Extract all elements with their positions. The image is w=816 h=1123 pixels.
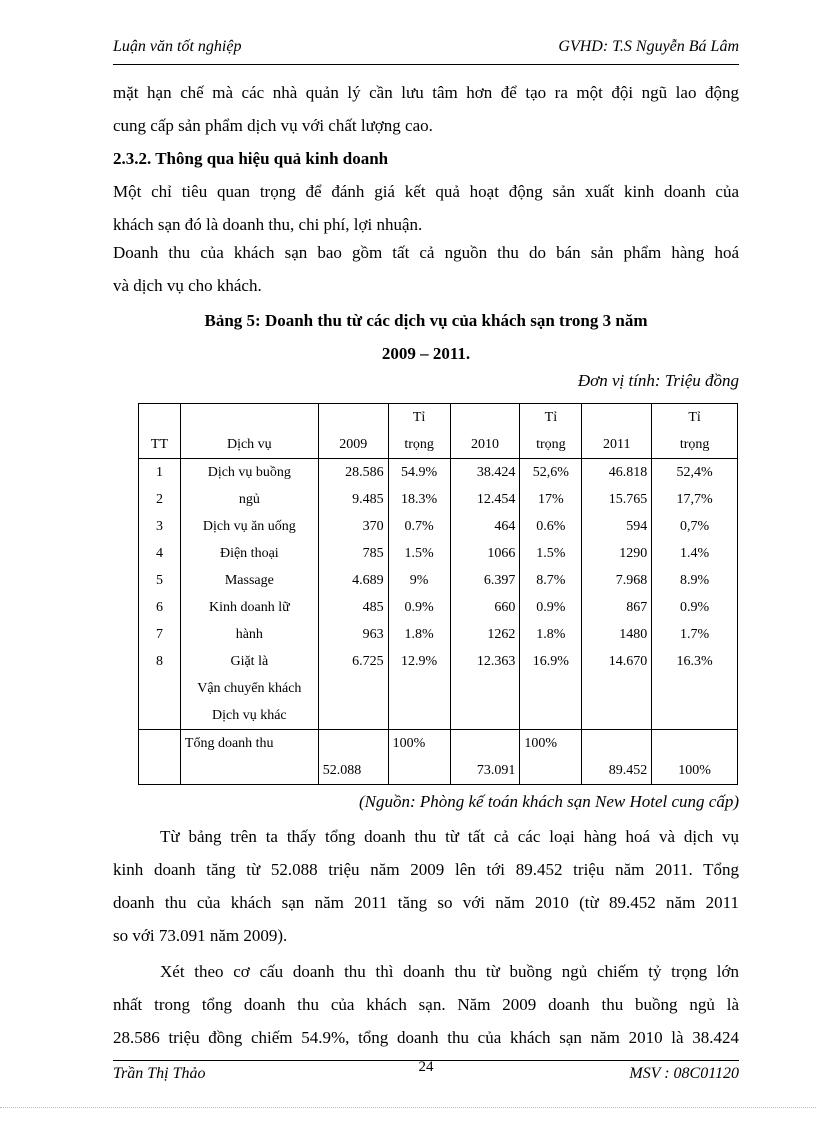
row-2009 bbox=[318, 702, 388, 730]
row-2009: 963 bbox=[318, 621, 388, 648]
row-tt: 6 bbox=[139, 594, 181, 621]
table-header-row bbox=[139, 431, 738, 459]
row-service: Dịch vụ khác bbox=[180, 702, 318, 730]
row-2010 bbox=[450, 702, 520, 730]
row-share-2009: 9% bbox=[388, 567, 450, 594]
row-2010: 1262 bbox=[450, 621, 520, 648]
source-note: (Nguồn: Phòng kế toán khách sạn New Hotel cung cấp) bbox=[358, 792, 739, 811]
header-share-2010: Tỉ bbox=[520, 404, 582, 432]
row-share-2009: 12.9% bbox=[388, 648, 450, 675]
paragraph-line: doanh thu của khách sạn năm 2011 tăng so với năm 2010 (từ 89.452 năm 2011 bbox=[113, 893, 739, 912]
row-share-2011: 0,7% bbox=[652, 513, 738, 540]
row-share-2011: 16.3% bbox=[652, 648, 738, 675]
row-2010: 1066 bbox=[450, 540, 520, 567]
row-share-2010: 16.9% bbox=[520, 648, 582, 675]
row-service: Massage bbox=[180, 567, 318, 594]
row-share-2009: 0.7% bbox=[388, 513, 450, 540]
table-row bbox=[139, 459, 738, 487]
row-2010 bbox=[450, 675, 520, 702]
paragraph-line: kinh doanh tăng từ 52.088 triệu năm 2009 lên tới 89.452 triệu năm 2011. Tổng bbox=[113, 860, 739, 879]
row-share-2011 bbox=[652, 675, 738, 702]
header-share-2009-label: trọng bbox=[388, 431, 450, 459]
row-2011: 1480 bbox=[582, 621, 652, 648]
row-2011 bbox=[582, 675, 652, 702]
row-2009 bbox=[318, 675, 388, 702]
row-2009: 4.689 bbox=[318, 567, 388, 594]
header-tt: TT bbox=[139, 431, 181, 459]
header-thesis-label: Luận văn tốt nghiệp bbox=[113, 38, 242, 55]
row-service: Dịch vụ buồng bbox=[180, 459, 318, 487]
total-share-2010: 100% bbox=[520, 730, 582, 758]
row-service: Giặt là bbox=[180, 648, 318, 675]
row-share-2010: 0.9% bbox=[520, 594, 582, 621]
unit-label: Đơn vị tính: Triệu đồng bbox=[577, 371, 739, 390]
table-row bbox=[139, 486, 738, 513]
paragraph-line: Doanh thu của khách sạn bao gồm tất cả nguồn thu do bán sản phẩm hàng hoá bbox=[113, 243, 739, 262]
row-tt: 3 bbox=[139, 513, 181, 540]
total-label: Tổng doanh thu bbox=[180, 730, 318, 758]
row-service: Vận chuyển khách bbox=[180, 675, 318, 702]
table-row bbox=[139, 675, 738, 702]
total-share-2011: 100% bbox=[652, 757, 738, 785]
paragraph-line: và dịch vụ cho khách. bbox=[113, 276, 262, 295]
total-row bbox=[139, 730, 738, 758]
header-2011: 2011 bbox=[582, 431, 652, 459]
paragraph-line: khách sạn đó là doanh thu, chi phí, lợi nhuận. bbox=[113, 215, 423, 234]
paragraph-line: 28.586 triệu đồng chiếm 54.9%, tổng doanh thu của khách sạn năm 2010 là 38.424 bbox=[113, 1028, 739, 1047]
row-share-2009: 0.9% bbox=[388, 594, 450, 621]
header-advisor: GVHD: T.S Nguyễn Bá Lâm bbox=[558, 38, 739, 55]
row-share-2010: 17% bbox=[520, 486, 582, 513]
row-tt: 1 bbox=[139, 459, 181, 487]
row-2009: 9.485 bbox=[318, 486, 388, 513]
row-share-2010: 52,6% bbox=[520, 459, 582, 487]
row-2010: 38.424 bbox=[450, 459, 520, 487]
row-share-2010: 0.6% bbox=[520, 513, 582, 540]
row-share-2009 bbox=[388, 675, 450, 702]
row-tt: 7 bbox=[139, 621, 181, 648]
header-2010: 2010 bbox=[450, 431, 520, 459]
row-share-2011: 0.9% bbox=[652, 594, 738, 621]
row-share-2010: 8.7% bbox=[520, 567, 582, 594]
row-tt: 8 bbox=[139, 648, 181, 675]
total-share-2009: 100% bbox=[388, 730, 450, 758]
footer-author: Trần Thị Thảo bbox=[113, 1065, 206, 1082]
row-tt: 2 bbox=[139, 486, 181, 513]
row-tt: 5 bbox=[139, 567, 181, 594]
page-footer bbox=[113, 1059, 739, 1087]
row-share-2010 bbox=[520, 675, 582, 702]
footer-student-id: MSV : 08C01120 bbox=[629, 1065, 739, 1082]
paragraph-line: cung cấp sản phẩm dịch vụ với chất lượng cao. bbox=[113, 116, 433, 135]
row-2011: 14.670 bbox=[582, 648, 652, 675]
row-2009: 28.586 bbox=[318, 459, 388, 487]
header-share-2009: Tỉ bbox=[388, 404, 450, 432]
row-2010: 660 bbox=[450, 594, 520, 621]
table-row bbox=[139, 621, 738, 648]
row-service: ngủ bbox=[180, 486, 318, 513]
row-2011: 7.968 bbox=[582, 567, 652, 594]
row-2009: 370 bbox=[318, 513, 388, 540]
row-2010: 12.454 bbox=[450, 486, 520, 513]
row-share-2010: 1.5% bbox=[520, 540, 582, 567]
row-share-2009 bbox=[388, 702, 450, 730]
revenue-table bbox=[138, 403, 738, 785]
page-edge-divider bbox=[0, 1107, 816, 1108]
row-2011: 15.765 bbox=[582, 486, 652, 513]
paragraph-line: mặt hạn chế mà các nhà quản lý cần lưu tâm hơn để tạo ra một đội ngũ lao động bbox=[113, 83, 739, 102]
total-2010: 73.091 bbox=[450, 757, 520, 785]
row-tt: 4 bbox=[139, 540, 181, 567]
paragraph-line: nhất trong tổng doanh thu của khách sạn. Năm 2009 doanh thu buồng ngủ là bbox=[113, 995, 739, 1014]
paragraph-line: Xét theo cơ cấu doanh thu thì doanh thu từ buồng ngủ chiếm tỷ trọng lớn bbox=[160, 962, 739, 981]
row-share-2010: 1.8% bbox=[520, 621, 582, 648]
row-share-2009: 1.5% bbox=[388, 540, 450, 567]
header-share-2011-label: trọng bbox=[652, 431, 738, 459]
table-title: Bảng 5: Doanh thu từ các dịch vụ của khách sạn trong 3 năm bbox=[204, 311, 648, 330]
table-row bbox=[139, 594, 738, 621]
row-service: Kinh doanh lữ bbox=[180, 594, 318, 621]
row-share-2010 bbox=[520, 702, 582, 730]
row-2009: 485 bbox=[318, 594, 388, 621]
row-share-2009: 18.3% bbox=[388, 486, 450, 513]
row-share-2011: 1.4% bbox=[652, 540, 738, 567]
paragraph-line: so với 73.091 năm 2009). bbox=[113, 926, 288, 945]
paragraph-line: Từ bảng trên ta thấy tổng doanh thu từ tất cả các loại hàng hoá và dịch vụ bbox=[160, 827, 739, 846]
row-share-2011: 1.7% bbox=[652, 621, 738, 648]
header-share-2011: Tỉ bbox=[652, 404, 738, 432]
header-share-2010-label: trọng bbox=[520, 431, 582, 459]
table-row bbox=[139, 513, 738, 540]
row-service: Điện thoại bbox=[180, 540, 318, 567]
header-service: Dịch vụ bbox=[180, 431, 318, 459]
total-2011: 89.452 bbox=[582, 757, 652, 785]
row-share-2009: 54.9% bbox=[388, 459, 450, 487]
row-2011: 1290 bbox=[582, 540, 652, 567]
row-2011: 867 bbox=[582, 594, 652, 621]
table-row bbox=[139, 702, 738, 730]
row-2009: 785 bbox=[318, 540, 388, 567]
row-tt bbox=[139, 702, 181, 730]
table-row bbox=[139, 540, 738, 567]
table-header-row bbox=[139, 404, 738, 432]
row-share-2011: 52,4% bbox=[652, 459, 738, 487]
row-service: Dịch vụ ăn uống bbox=[180, 513, 318, 540]
row-share-2011: 17,7% bbox=[652, 486, 738, 513]
paragraph-line: Một chỉ tiêu quan trọng để đánh giá kết quả hoạt động sản xuất kinh doanh của bbox=[113, 182, 739, 201]
row-tt bbox=[139, 675, 181, 702]
table-title-years: 2009 – 2011. bbox=[381, 344, 471, 363]
row-2010: 6.397 bbox=[450, 567, 520, 594]
row-share-2011 bbox=[652, 702, 738, 730]
row-service: hành bbox=[180, 621, 318, 648]
row-2009: 6.725 bbox=[318, 648, 388, 675]
row-share-2011: 8.9% bbox=[652, 567, 738, 594]
row-2011: 594 bbox=[582, 513, 652, 540]
header-2009: 2009 bbox=[318, 431, 388, 459]
table-row bbox=[139, 567, 738, 594]
row-2010: 12.363 bbox=[450, 648, 520, 675]
page-number: 24 bbox=[418, 1059, 434, 1075]
header-rule bbox=[113, 64, 739, 65]
total-row-values bbox=[139, 757, 738, 785]
page-header bbox=[113, 38, 739, 62]
table-row bbox=[139, 648, 738, 675]
row-share-2009: 1.8% bbox=[388, 621, 450, 648]
section-heading: 2.3.2. Thông qua hiệu quả kinh doanh bbox=[113, 149, 389, 168]
total-2009: 52.088 bbox=[318, 757, 388, 785]
table-body bbox=[139, 459, 738, 730]
row-2010: 464 bbox=[450, 513, 520, 540]
row-2011 bbox=[582, 702, 652, 730]
row-2011: 46.818 bbox=[582, 459, 652, 487]
